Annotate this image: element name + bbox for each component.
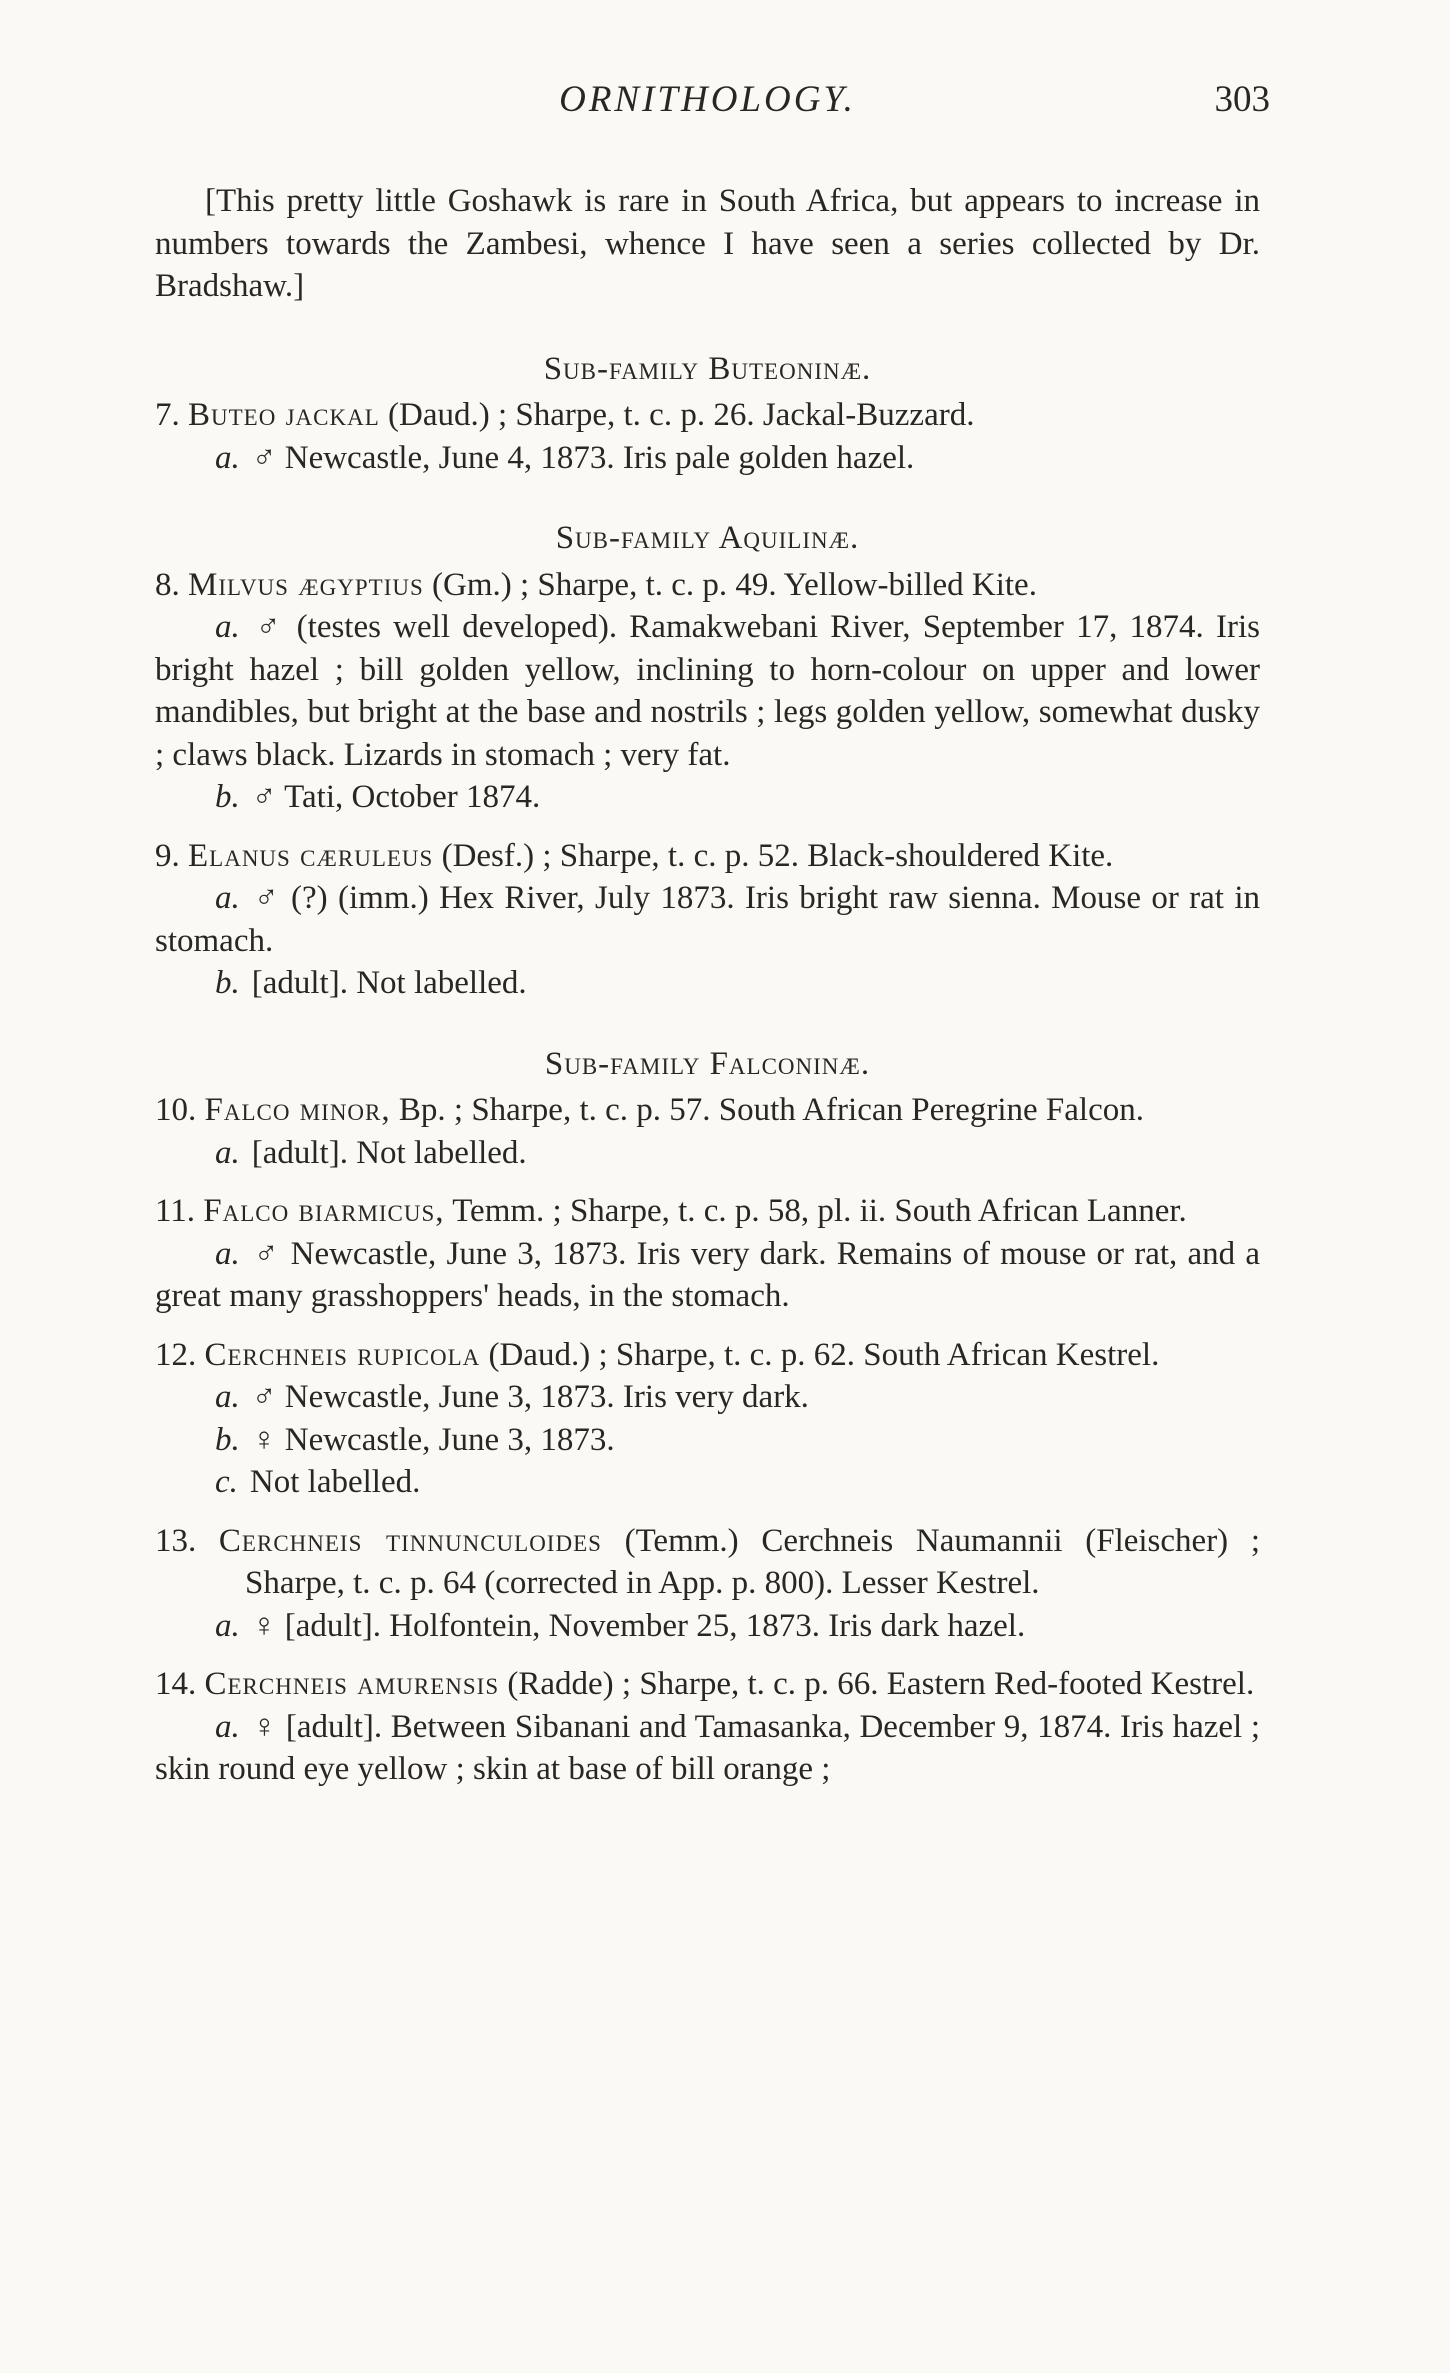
species-name: Falco minor, (204, 1092, 391, 1128)
species-name: Buteo jackal (188, 397, 380, 433)
specimen-entry (155, 606, 1260, 776)
specimen-entry (155, 877, 1260, 962)
specimen-entry (155, 1419, 1260, 1462)
specimen-label: c. (215, 1464, 238, 1500)
specimen-entry (155, 1706, 1260, 1791)
specimen-text: ♂ Tati, October 1874. (251, 779, 541, 815)
body-text (155, 180, 1260, 1791)
species-entry-10 (155, 1089, 1260, 1132)
specimen-text: [adult]. Not labelled. (251, 1134, 527, 1171)
species-number: 7. (155, 397, 180, 433)
species-name: Elanus cæruleus (188, 837, 434, 874)
species-reference: Bp. ; Sharpe, t. c. p. 57. South African Peregrine Falcon. (398, 1092, 1145, 1128)
species-name: Cerchneis rupicola (204, 1336, 481, 1373)
species-number: 10. (155, 1092, 197, 1128)
specimen-label: a. (215, 880, 240, 916)
subfamily-heading-buteoninae: Sub-family Buteoninæ. (543, 350, 872, 387)
specimen-text: Not labelled. (249, 1464, 421, 1500)
specimen-label: a. (215, 439, 240, 476)
specimen-text: ♂ (testes well developed). Ramakwebani River, September 17, 1874. Iris bright hazel ; bill golden yellow, inclining to horn-colour on upper and lower mandibles, but bright at the base and nostrils ; legs golden yellow, somewhat dusky ; claws black. Lizards in stomach ; very fat. (155, 609, 1260, 773)
species-name: Cerchneis tinnunculoides (218, 1522, 602, 1559)
specimen-entry (155, 1461, 1260, 1504)
page-header (155, 70, 1270, 130)
species-reference: (Daud.) ; Sharpe, t. c. p. 26. Jackal-Buzzard. (388, 397, 975, 433)
specimen-label: b. (215, 779, 240, 815)
species-reference: (Temm.) Cerchneis Naumannii (Fleischer) ; Sharpe, t. c. p. 64 (corrected in App. p. 800). Lesser Kestrel. (245, 1522, 1261, 1601)
specimen-text: [adult]. Not labelled. (251, 965, 527, 1001)
specimen-entry (155, 437, 1260, 480)
species-name: Falco biarmicus, (203, 1193, 445, 1229)
specimen-label: a. (215, 1134, 240, 1171)
specimen-entry (155, 1233, 1260, 1318)
species-number: 8. (155, 566, 180, 603)
specimen-text: ♂ Newcastle, June 4, 1873. Iris pale golden hazel. (251, 439, 915, 476)
species-reference: (Gm.) ; Sharpe, t. c. p. 49. Yellow-billed Kite. (432, 566, 1037, 603)
species-reference: (Daud.) ; Sharpe, t. c. p. 62. South African Kestrel. (488, 1336, 1160, 1373)
specimen-entry (155, 776, 1260, 819)
specimen-text: ♀ [adult]. Between Sibanani and Tamasanka, December 9, 1874. Iris hazel ; skin round eye yellow ; skin at base of bill orange ; (155, 1708, 1260, 1787)
species-reference: Temm. ; Sharpe, t. c. p. 58, pl. ii. South African Lanner. (452, 1193, 1187, 1229)
page-number: 303 (1214, 79, 1270, 120)
specimen-text: ♂ Newcastle, June 3, 1873. Iris very dark. (251, 1379, 809, 1415)
species-entry-11 (155, 1190, 1260, 1233)
specimen-label: a. (215, 1607, 240, 1644)
species-reference: (Radde) ; Sharpe, t. c. p. 66. Eastern Red-footed Kestrel. (507, 1666, 1255, 1702)
specimen-label: b. (215, 965, 240, 1001)
running-title: ORNITHOLOGY. (559, 79, 856, 120)
intro-paragraph: [This pretty little Goshawk is rare in South Africa, but appears to increase in numbers towards the Zambesi, whence I have seen a series collected by Dr. Bradshaw.] (155, 183, 1260, 304)
species-name: Cerchneis amurensis (204, 1666, 500, 1702)
specimen-entry (155, 1132, 1260, 1175)
specimen-text: ♂ (?) (imm.) Hex River, July 1873. Iris bright raw sienna. Mouse or rat in stomach. (155, 880, 1260, 959)
specimen-label: b. (215, 1421, 240, 1458)
specimen-text: ♀ [adult]. Holfontein, November 25, 1873. Iris dark hazel. (251, 1607, 1026, 1644)
species-reference: (Desf.) ; Sharpe, t. c. p. 52. Black-shouldered Kite. (441, 837, 1114, 874)
specimen-text: ♂ Newcastle, June 3, 1873. Iris very dark. Remains of mouse or rat, and a great many grasshoppers' heads, in the stomach. (155, 1235, 1260, 1314)
species-name: Milvus ægyptius (188, 566, 424, 603)
species-entry-9 (155, 835, 1260, 878)
specimen-text: ♀ Newcastle, June 3, 1873. (251, 1421, 615, 1458)
species-number: 13. (155, 1522, 197, 1559)
species-entry-7 (155, 394, 1260, 437)
species-entry-13 (155, 1520, 1260, 1605)
specimen-label: a. (215, 1708, 240, 1745)
specimen-label: a. (215, 609, 240, 645)
species-number: 11. (155, 1193, 196, 1229)
subfamily-heading-falconinae: Sub-family Falconinæ. (544, 1045, 871, 1082)
specimen-label: a. (215, 1235, 240, 1272)
specimen-entry (155, 1605, 1260, 1648)
species-number: 12. (155, 1336, 197, 1373)
subfamily-heading-aquilinae: Sub-family Aquilinæ. (555, 520, 860, 556)
specimen-entry (155, 962, 1260, 1005)
specimen-entry (155, 1376, 1260, 1419)
specimen-label: a. (215, 1379, 240, 1415)
species-entry-8 (155, 564, 1260, 607)
species-entry-12 (155, 1334, 1260, 1377)
species-entry-14 (155, 1663, 1260, 1706)
species-number: 14. (155, 1666, 197, 1702)
species-number: 9. (155, 837, 180, 874)
